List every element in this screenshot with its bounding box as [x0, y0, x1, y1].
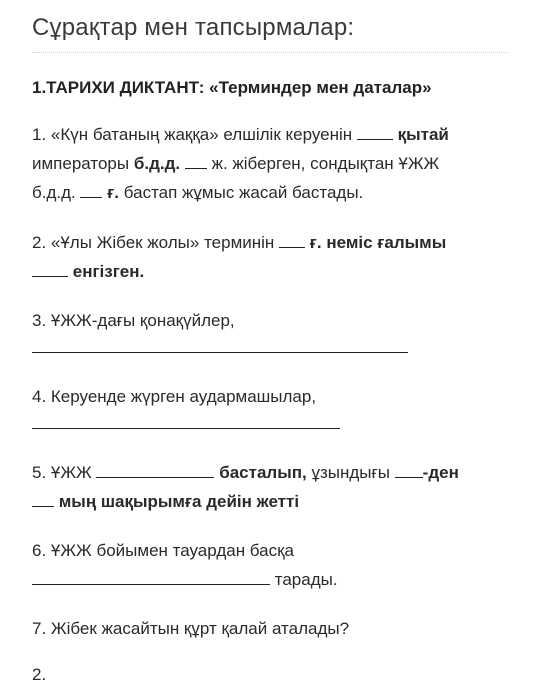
- q5-text-c: ұзындығы: [311, 463, 390, 482]
- q1-answer-china: қытай: [397, 125, 449, 144]
- q2-blank-1[interactable]: [279, 233, 305, 248]
- q2-text-a: 2. «Ұлы Жібек жолы» терминін: [32, 233, 275, 252]
- q5-text-d: -ден: [422, 463, 459, 482]
- q1-blank-1[interactable]: [357, 125, 393, 140]
- q5-text-a: 5. ҰЖЖ: [32, 463, 92, 482]
- q6-blank-1[interactable]: [32, 570, 270, 585]
- q4-answer-line[interactable]: [32, 428, 340, 429]
- q2-blank-2[interactable]: [32, 262, 68, 277]
- q8-text-a: 2.: [32, 665, 47, 684]
- q6-text-b: тарады.: [274, 570, 338, 589]
- q2-text-d: енгізген.: [72, 262, 145, 281]
- question-2: [32, 228, 512, 286]
- divider: [32, 52, 508, 53]
- question-3: [32, 306, 512, 335]
- q1-text-e: ж. жіберген, сондықтан ҰЖЖ: [211, 154, 440, 173]
- question-7: [32, 614, 512, 643]
- q2-text-b: ғ.: [309, 233, 322, 252]
- q5-blank-2[interactable]: [395, 463, 423, 478]
- q3-answer-line[interactable]: [32, 352, 408, 353]
- q5-text-b: басталып,: [219, 463, 307, 482]
- q1-text-d: б.д.д.: [133, 154, 181, 173]
- q1-text-h: бастап жұмыс жасай бастады.: [123, 183, 364, 202]
- q2-text-c: неміс ғалымы: [326, 233, 447, 252]
- q5-blank-1[interactable]: [96, 463, 214, 478]
- question-8: [32, 660, 512, 689]
- q1-blank-3[interactable]: [80, 183, 102, 198]
- q1-text-f: б.д.д.: [32, 183, 76, 202]
- question-6: [32, 536, 512, 594]
- q4-text-a: 4. Керуенде жүрген аудармашылар,: [32, 387, 317, 406]
- q1-text-g: ғ.: [107, 183, 120, 202]
- q7-text-a: 7. Жібек жасайтын құрт қалай аталады?: [32, 619, 350, 638]
- q6-text-a: 6. ҰЖЖ бойымен тауардан басқа: [32, 541, 294, 560]
- q3-text-a: 3. ҰЖЖ-дағы қонақүйлер,: [32, 311, 235, 330]
- section-heading: 1.ТАРИХИ ДИКТАНТ: «Терминдер мен даталар»: [32, 78, 432, 97]
- question-1: [32, 120, 512, 207]
- q1-text-c: императоры: [32, 154, 130, 173]
- question-4: [32, 382, 512, 411]
- q1-blank-2[interactable]: [185, 154, 207, 169]
- q5-text-e: мың шақырымға дейін жетті: [58, 492, 300, 511]
- q1-text-a: 1. «Күн батаның жаққа» елшілік керуенін: [32, 125, 353, 144]
- page-title: Сұрақтар мен тапсырмалар:: [32, 14, 355, 41]
- q5-blank-3[interactable]: [32, 492, 54, 507]
- question-5: [32, 458, 512, 516]
